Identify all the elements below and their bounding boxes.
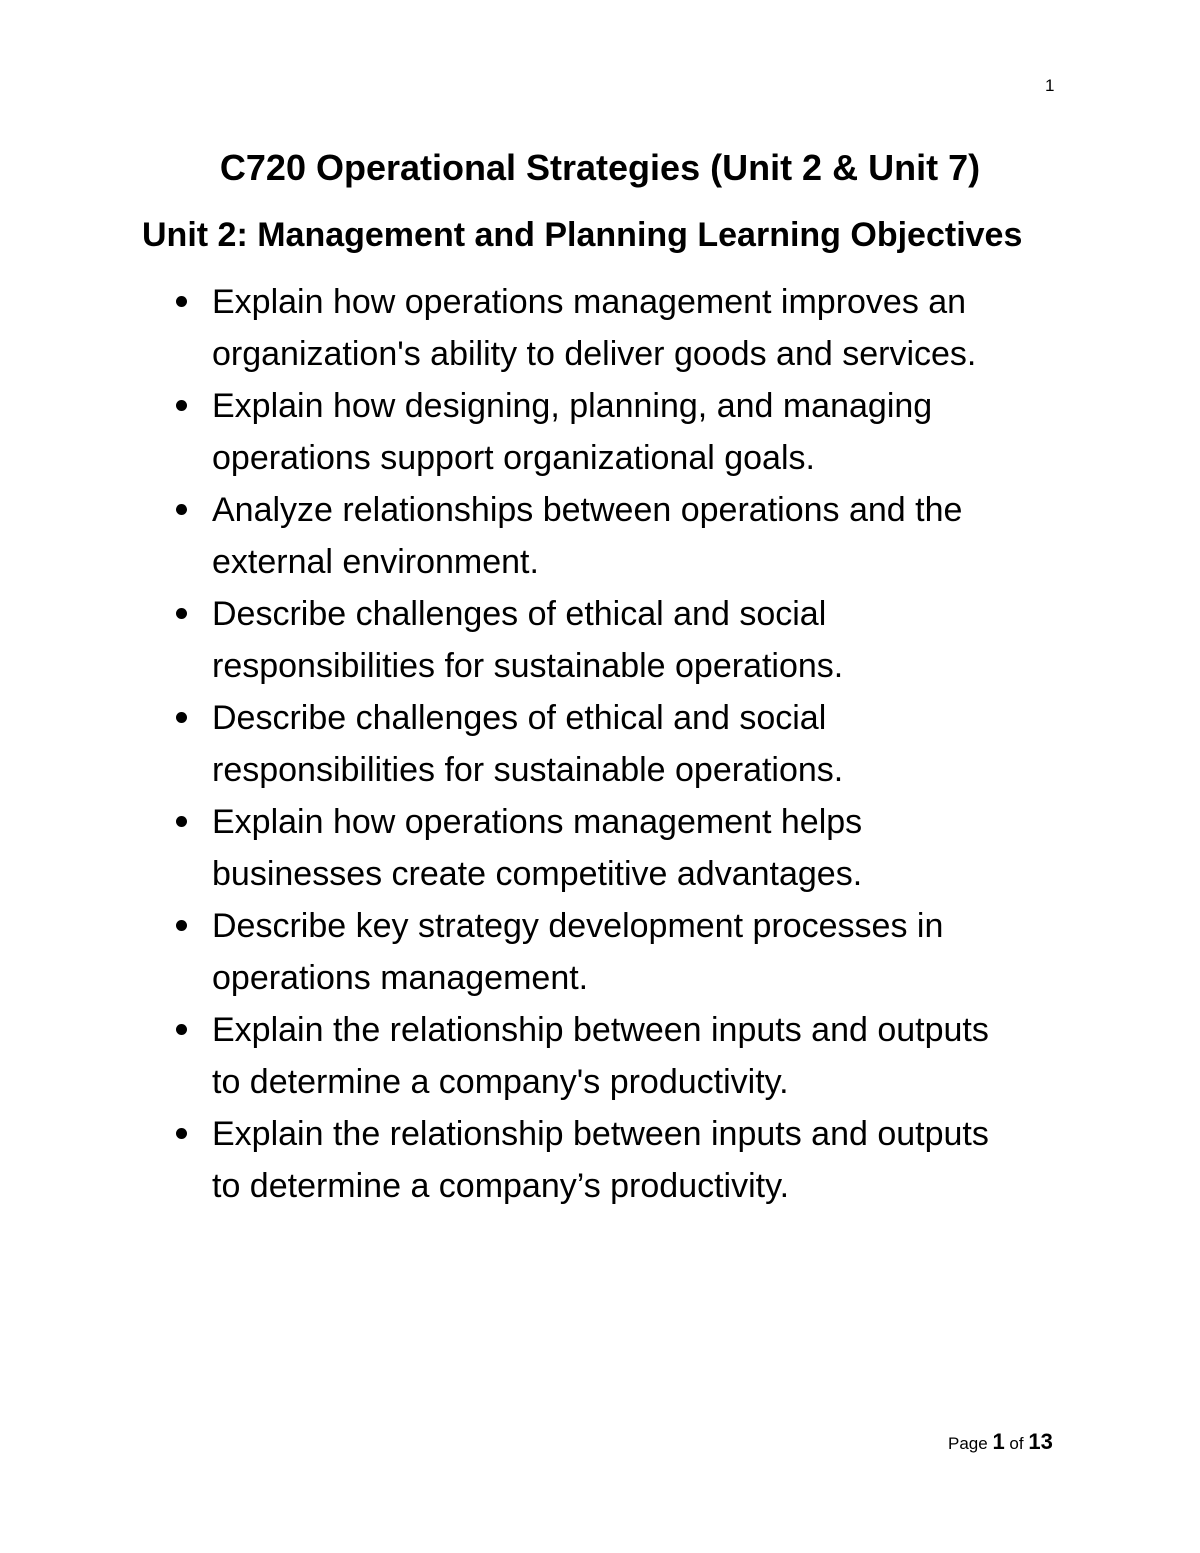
objective-text-line: responsibilities for sustainable operations.: [212, 647, 844, 685]
bullet-icon: [176, 400, 187, 411]
objective-item: [212, 1004, 1092, 1108]
objective-text-line: to determine a company’s productivity.: [212, 1167, 790, 1205]
objective-item: [212, 1108, 1092, 1212]
objective-item: [212, 588, 1092, 692]
objective-text-line: Analyze relationships between operations and the: [212, 491, 963, 529]
objective-item: [212, 692, 1092, 796]
bullet-icon: [176, 1024, 187, 1035]
objective-text-line: Describe challenges of ethical and social: [212, 699, 827, 737]
bullet-icon: [176, 712, 187, 723]
objective-text-line: to determine a company's productivity.: [212, 1063, 789, 1101]
objective-text-line: responsibilities for sustainable operations.: [212, 751, 844, 789]
objective-text-line: Explain the relationship between inputs and outputs: [212, 1011, 989, 1049]
objective-text-line: Explain how operations management improves an: [212, 283, 967, 321]
objective-item: [212, 900, 1092, 1004]
footer-current-page: 1: [992, 1429, 1005, 1454]
objective-text-line: Explain the relationship between inputs and outputs: [212, 1115, 989, 1153]
objective-text-line: Describe challenges of ethical and social: [212, 595, 827, 633]
bullet-icon: [176, 504, 187, 515]
bullet-icon: [176, 608, 187, 619]
objective-text-line: organization's ability to deliver goods and services.: [212, 335, 977, 373]
objective-text-line: operations support organizational goals.: [212, 439, 815, 477]
footer-total-pages: 13: [1028, 1429, 1053, 1454]
page-footer: [948, 1428, 1053, 1458]
header-page-number: 1: [1045, 76, 1055, 95]
objective-text-line: Explain how operations management helps: [212, 803, 863, 841]
bullet-icon: [176, 1128, 187, 1139]
objective-item: [212, 380, 1092, 484]
objective-text-line: operations management.: [212, 959, 589, 997]
section-heading: Unit 2: Management and Planning Learning Objectives: [142, 216, 1023, 254]
footer-of-label: of: [1009, 1434, 1024, 1453]
objective-item: [212, 796, 1092, 900]
objective-item: [212, 276, 1092, 380]
footer-page-label: Page: [948, 1434, 988, 1453]
learning-objectives-list: [212, 276, 1092, 1212]
document-title: C720 Operational Strategies (Unit 2 & Unit 7): [219, 147, 981, 188]
bullet-icon: [176, 920, 187, 931]
bullet-icon: [176, 296, 187, 307]
bullet-icon: [176, 816, 187, 827]
objective-text-line: external environment.: [212, 543, 539, 581]
objective-text-line: businesses create competitive advantages.: [212, 855, 863, 893]
objective-text-line: Describe key strategy development processes in: [212, 907, 944, 945]
objective-item: [212, 484, 1092, 588]
objective-text-line: Explain how designing, planning, and managing: [212, 387, 933, 425]
